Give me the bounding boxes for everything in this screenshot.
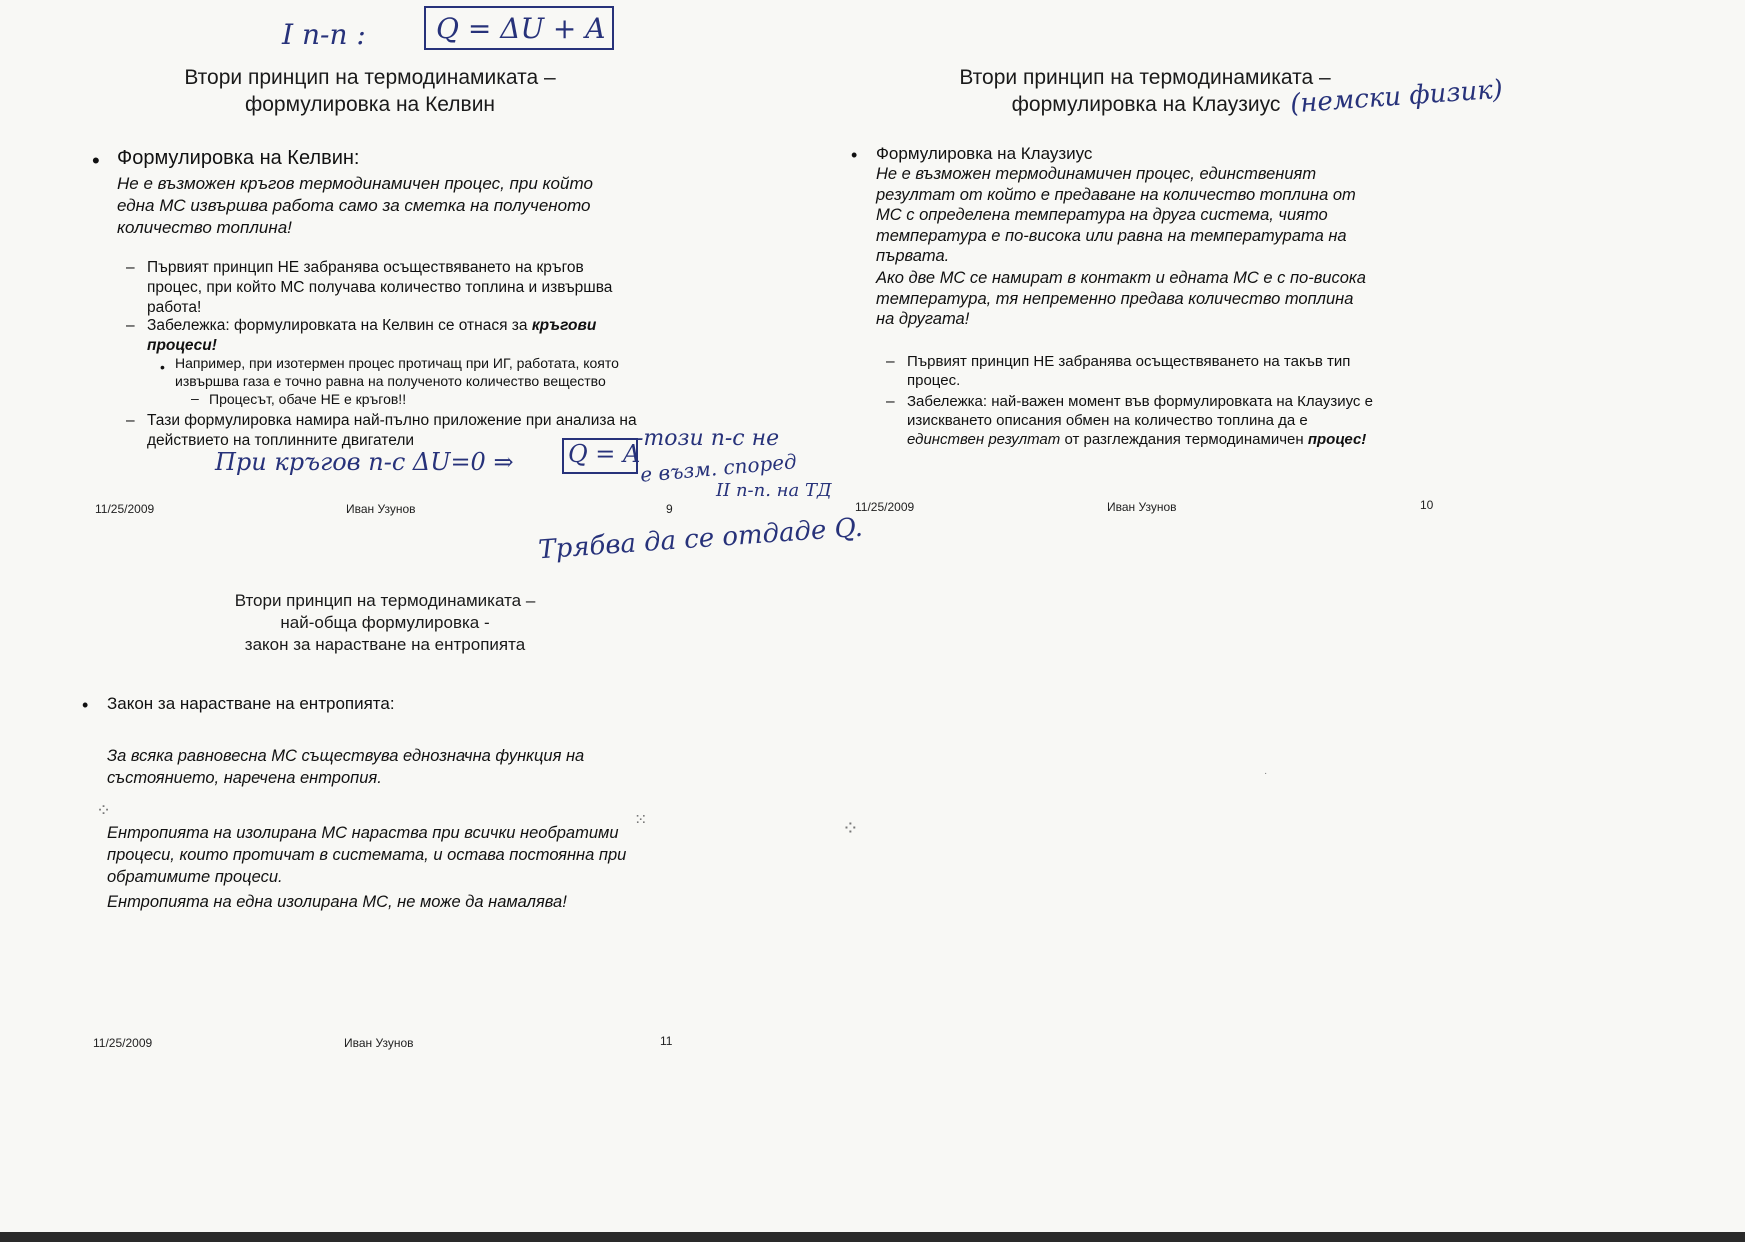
slide10-bullet-label: Формулировка на Клаузиус	[876, 144, 1093, 163]
handwritten-clausius-note: (немски физик)	[1289, 74, 1504, 120]
slide9-statement-line2: една МС извършва работа само за сметка на полученото	[117, 196, 591, 215]
slide9-bullet-label: Формулировка на Келвин:	[117, 147, 360, 169]
slide10-p2	[876, 268, 1366, 330]
slide10-footer-date: 11/25/2009	[855, 500, 915, 514]
slide10-p1-line1: Не е възможен термодинамичен процес, единственият	[876, 165, 1317, 183]
slide11-footer-date: 11/25/2009	[93, 1036, 153, 1050]
slide10-p1-line2: резултат от който е предаване на количество топлина от	[876, 185, 1356, 204]
slide11-p1	[107, 745, 584, 789]
slide9-sub2-emph2: процеси!	[147, 337, 217, 354]
slide11-p1-line1: За всяка равновесна МС съществува еднозначна функция на	[107, 747, 585, 765]
slide10-title-line2: формулировка на Клаузиус	[1011, 93, 1281, 116]
slide9-subsub-line2: извършва газа е точно равна на полученото количество вещество	[175, 373, 606, 389]
slide9-statement-line3: количество топлина!	[117, 218, 292, 237]
handwritten-cycle-note-4: II п-п. на ТД	[716, 480, 832, 501]
slide9-sub2-prefix: Забележка: формулировката на Келвин се отнася за	[147, 317, 528, 334]
slide9-sub1-dash: –	[126, 259, 135, 276]
slide11-footer-author: Иван Узунов	[344, 1036, 414, 1050]
slide10-sub1-dash: –	[886, 353, 895, 370]
handwritten-cycle-note-2: -този п-с не	[636, 426, 780, 451]
slide9-title-line2: формулировка на Келвин	[244, 93, 496, 116]
slide9-sub3-line1: Тази формулировка намира най-пълно приложение при анализа на	[147, 412, 637, 429]
slide9-title-line1: Втори принцип на термодинамиката –	[184, 66, 556, 89]
slide9-footer-author: Иван Узунов	[346, 502, 416, 516]
slide9-bullet-dot: •	[92, 148, 100, 173]
slide10-sub2-dash: –	[886, 393, 895, 410]
slide11-title-line1: Втори принцип на термодинамиката –	[234, 591, 536, 610]
handwritten-must-give: Трябва да се отдаде Q.	[537, 512, 864, 566]
slide9-statement-line1: Не е възможен кръгов термодинамичен процес, при който	[117, 174, 593, 193]
slide9-subsubsub: Процесът, обаче НЕ е кръгов!!	[209, 391, 407, 407]
slide10-sub2-line3	[907, 430, 1373, 449]
slide11-p3: Ентропията на една изолирана МС, не може да намалява!	[107, 893, 567, 911]
slide10-sub2-line1: Забележка: най-важен момент във формулировката на Клаузиус е	[907, 393, 1373, 410]
slide10-sub2-end: процес!	[1307, 431, 1367, 448]
slide9-sub3-dash: –	[126, 412, 135, 429]
slide9-subsubsub-dash: –	[191, 390, 199, 406]
slide11-bullet-dot: •	[82, 695, 89, 715]
slide11-p2-line2: процеси, които протичат в системата, и остава постоянна при	[107, 846, 627, 864]
slide9-sub2-line1	[147, 316, 596, 336]
scan-speck: ⁘	[842, 818, 859, 840]
slide11-title-line2: най-обща формулировка -	[280, 613, 490, 632]
handwritten-cycle-note: При кръгов п-с ΔU=0 ⇒	[215, 448, 514, 476]
slide9-sub2-dash: –	[126, 317, 135, 334]
slide9-sub1-line3: работа!	[147, 299, 202, 316]
slide10-sub1-line1: Първият принцип НЕ забранява осъществяването на такъв тип	[907, 353, 1351, 370]
slide10-p1	[876, 164, 1356, 267]
slide11-p2	[107, 822, 626, 888]
slide9-footer-page: 9	[666, 502, 673, 516]
handwritten-first-law-formula: Q = ΔU + A	[436, 12, 606, 45]
handwritten-cycle-note-3: е възм. според	[639, 449, 798, 487]
slide11-p2-line3: обратимите процеси.	[107, 868, 283, 886]
slide9-sub2	[147, 316, 596, 356]
slide9-subsub-line1: Например, при изотермен процес протичащ при ИГ, работата, която	[175, 355, 619, 371]
slide9-subsub	[175, 354, 619, 390]
slide9-subsub-dot: •	[160, 359, 165, 375]
slide10-sub2-emph: единствен резултат	[907, 431, 1061, 448]
slide11-title	[165, 590, 605, 656]
slide10-p2-line1: Ако две МС се намират в контакт и едната МС е с по-висока	[876, 269, 1366, 287]
slide11-p1-line2: състоянието, наречена ентропия.	[107, 769, 382, 787]
slide9-sub3-line2: действието на топлинните двигатели	[147, 432, 415, 449]
scan-speck: ·	[1264, 768, 1268, 779]
slide10-p2-line3: на другата!	[876, 310, 970, 328]
slide10-sub2	[907, 392, 1373, 449]
slide9-footer-date: 11/25/2009	[95, 502, 155, 516]
slide11-footer-page: 11	[660, 1034, 673, 1048]
slide10-bullet-dot: •	[851, 145, 858, 165]
handwritten-first-law-prefix: I п-п :	[282, 18, 366, 51]
slide11-bullet-label: Закон за нарастване на ентропията:	[107, 694, 395, 713]
slide9-sub1-line1: Първият принцип НЕ забранява осъществяването на кръгов	[147, 259, 584, 276]
slide9-sub1	[147, 258, 612, 318]
slide10-footer-author: Иван Узунов	[1107, 500, 1177, 514]
slide10-sub2-line2: изискването описания обмен на количество топлина да е	[907, 412, 1308, 429]
slide10-p1-line5: първата.	[876, 247, 950, 265]
scan-speck: ⁘	[96, 800, 112, 820]
slide9-sub2-emph1: кръгови	[531, 317, 597, 334]
slide10-p1-line3: МС с определена температура на друга система, чиято	[876, 206, 1328, 224]
slide10-p2-line2: температура, тя непременно предава количество топлина	[876, 289, 1354, 308]
slide11-title-line3: закон за нарастване на ентропията	[244, 635, 526, 654]
slide10-p1-line4: температура е по-висока или равна на температурата на	[876, 226, 1347, 245]
slide10-sub1-line2: процес.	[907, 372, 961, 389]
slide10-sub2-mid: от разглеждания термодинамичен	[1064, 431, 1304, 448]
slide9-sub1-line2: процес, при който МС получава количество топлина и извършва	[147, 279, 613, 296]
slide11-p2-line1: Ентропията на изолирана МС нараства при всички необратими	[107, 824, 619, 842]
slide9-title	[140, 64, 600, 118]
slide10-footer-page: 10	[1420, 498, 1434, 512]
slide9-statement	[117, 173, 593, 239]
slide10-sub1	[907, 352, 1350, 390]
slide10-title-line1: Втори принцип на термодинамиката –	[959, 66, 1331, 89]
scan-speck: ⁙	[634, 812, 648, 829]
scan-bottom-edge	[0, 1232, 1745, 1242]
handwritten-cycle-formula: Q = A	[568, 440, 641, 468]
